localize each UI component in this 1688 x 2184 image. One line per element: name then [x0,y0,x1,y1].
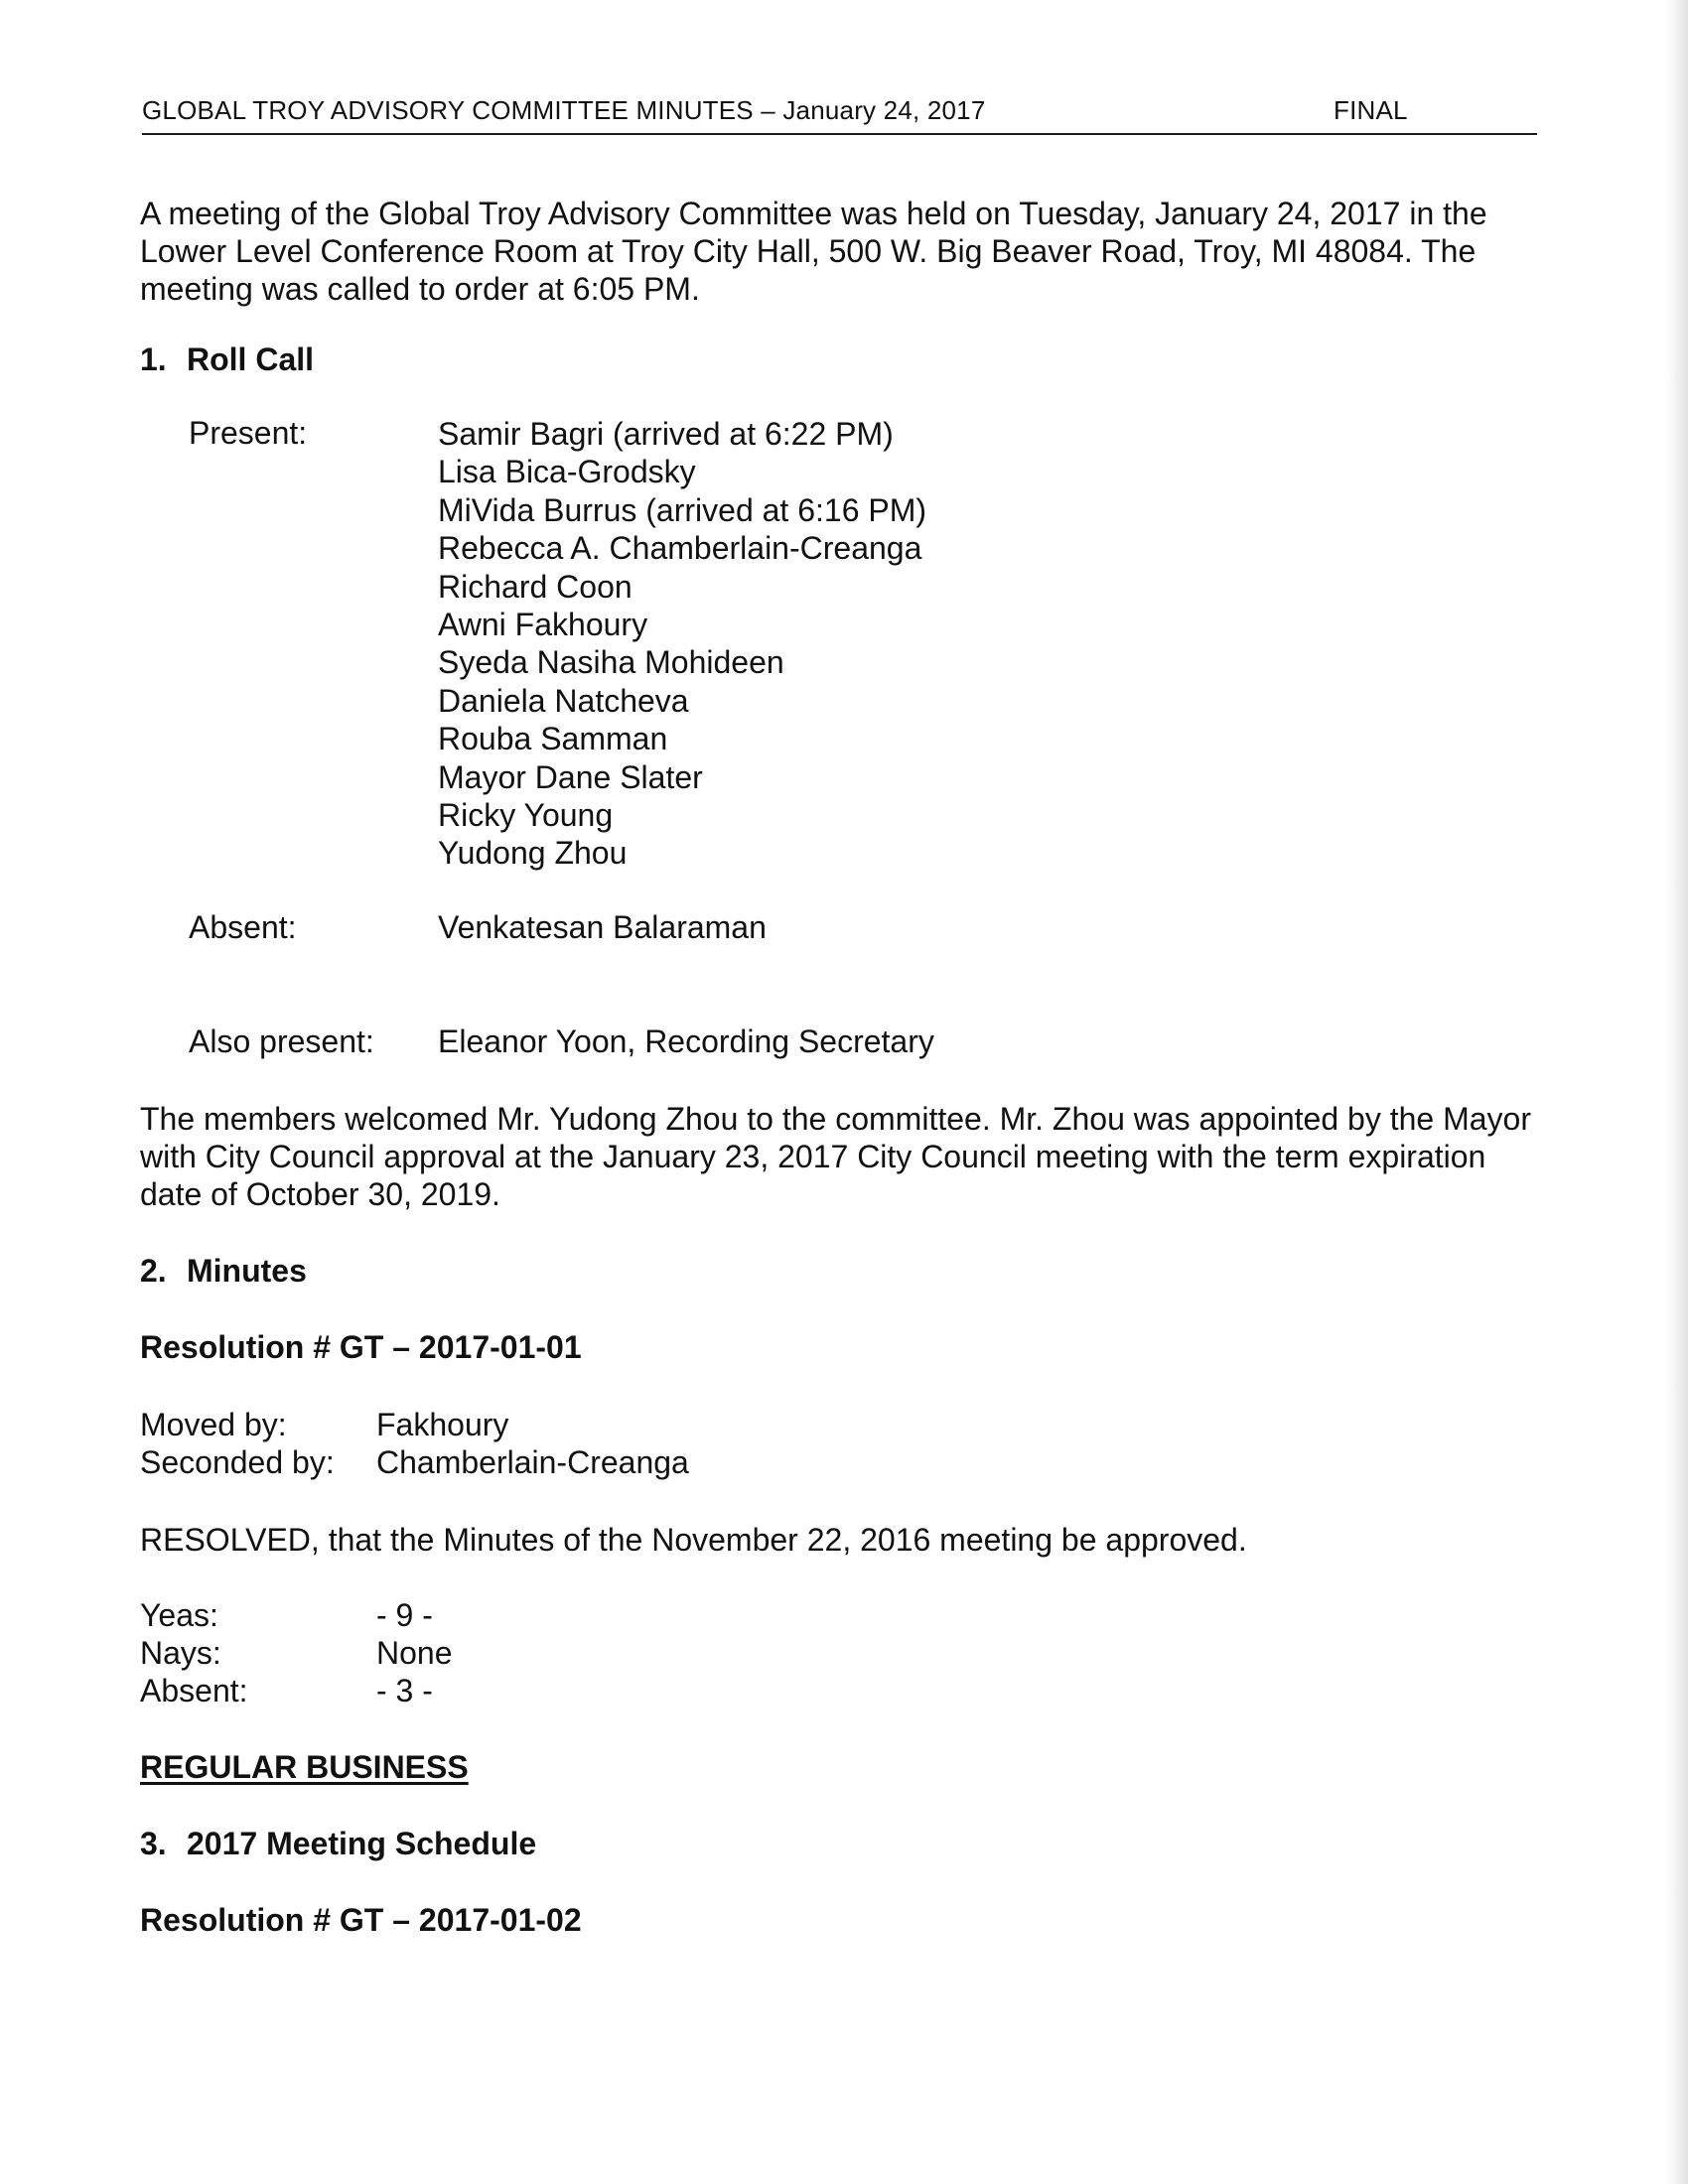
present-member: MiVida Burrus (arrived at 6:16 PM) [438,491,927,528]
present-member: Richard Coon [438,568,633,605]
present-member: Yudong Zhou [438,835,628,872]
section-title: 2017 Meeting Schedule [187,1826,537,1861]
resolution-title: Resolution # GT – 2017-01-01 [140,1329,582,1365]
section-number: 3. [140,1826,167,1861]
welcome-paragraph: The members welcomed Mr. Yudong Zhou to the committee. Mr. Zhou was appointed by the Mayor with City Council approval at the January 23, 2017 City Council meeting with the term expiration date of October 30, 2019. [140,1101,1531,1212]
resolution-title: Resolution # GT – 2017-01-02 [140,1902,582,1938]
regular-business-heading: REGULAR BUSINESS [140,1749,469,1785]
present-list [438,415,926,873]
section-number: 2. [140,1253,167,1289]
present-member: Samir Bagri (arrived at 6:22 PM) [438,416,894,452]
absent-member: Venkatesan Balaraman [438,909,767,945]
yeas-label: Yeas: [140,1597,218,1633]
seconded-label: Seconded by: [140,1444,335,1480]
section-title: Minutes [187,1253,307,1289]
also-present-member: Eleanor Yoon, Recording Secretary [438,1024,934,1059]
present-member: Syeda Nasiha Mohideen [438,644,784,681]
header-status: FINAL [1334,95,1408,125]
scan-edge-shadow [1666,0,1688,2184]
resolution-text: RESOLVED, that the Minutes of the November 22, 2016 meeting be approved. [140,1522,1247,1558]
absent-label: Absent: [189,909,297,945]
section-title: Roll Call [187,341,315,377]
present-label: Present: [189,415,308,451]
page-header [142,95,1537,135]
moved-label: Moved by: [140,1407,287,1442]
present-member: Awni Fakhoury [438,607,648,643]
section-minutes-heading [140,1253,307,1290]
present-member: Rouba Samman [438,721,668,757]
present-member: Daniela Natcheva [438,682,689,719]
yeas-value: - 9 - [376,1597,433,1633]
intro-paragraph: A meeting of the Global Troy Advisory Committee was held on Tuesday, January 24, 2017 in the Lower Level Conference Room at Troy City Hall, 500 W. Big Beaver Road, Troy, MI 48084. The meeting was called to order at 6:05 PM. [140,196,1487,307]
present-member: Lisa Bica-Grodsky [438,454,696,490]
present-member: Ricky Young [438,797,614,834]
also-present-label: Also present: [189,1024,374,1059]
header-title: GLOBAL TROY ADVISORY COMMITTEE MINUTES – January 24, 2017 [142,95,986,125]
moved-value: Fakhoury [376,1407,509,1442]
section-number: 1. [140,341,167,377]
seconded-value: Chamberlain-Creanga [376,1444,689,1480]
absent-count-value: - 3 - [376,1673,433,1708]
absent-count-label: Absent: [140,1673,248,1708]
present-member: Mayor Dane Slater [438,758,703,795]
nays-label: Nays: [140,1635,221,1671]
nays-value: None [376,1635,453,1671]
present-member: Rebecca A. Chamberlain-Creanga [438,530,922,567]
section-roll-call-heading [140,341,314,378]
section-meeting-schedule-heading [140,1826,536,1862]
